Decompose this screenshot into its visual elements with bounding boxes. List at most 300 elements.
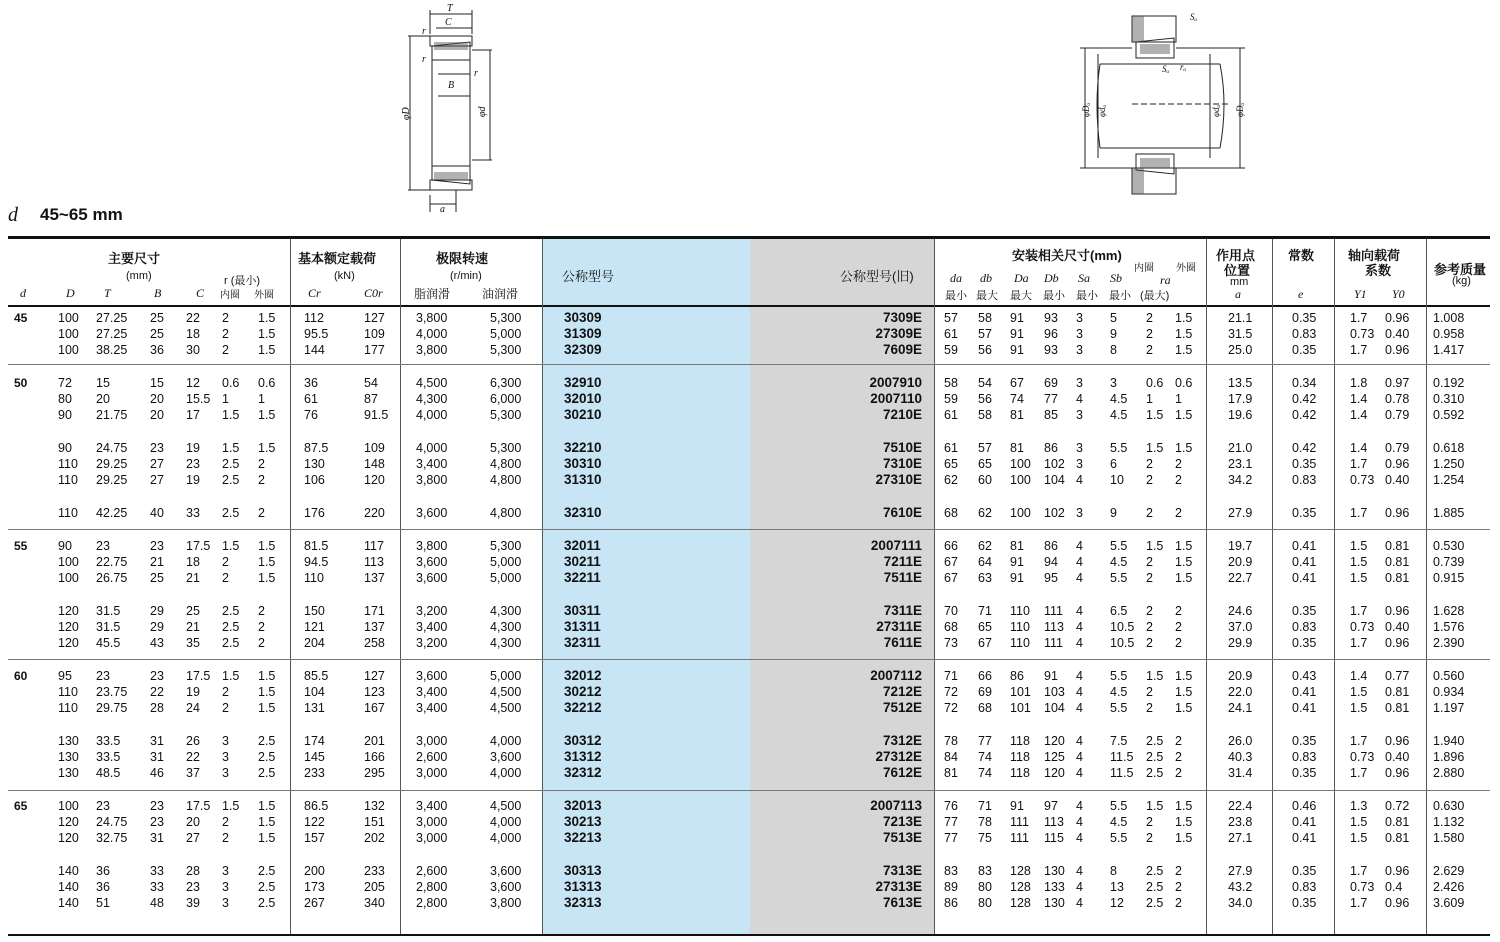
cell-rao: 1.5 (1175, 571, 1193, 585)
cell-kg: 1.008 (1433, 311, 1465, 325)
cell-oil: 4,500 (490, 685, 522, 699)
cell-ro: 2 (258, 604, 265, 618)
cell-oil: 5,000 (490, 669, 522, 683)
header-grease: 脂润滑 (414, 287, 451, 301)
cell-grease: 3,200 (416, 604, 448, 618)
header-nominal: 公称型号 (562, 269, 615, 284)
cell-nom: 30310 (564, 456, 602, 471)
cell-oil: 5,300 (490, 343, 522, 357)
cell-db: 83 (978, 864, 992, 878)
cell-rao: 1.5 (1175, 343, 1193, 357)
cell-Cr: 157 (304, 831, 325, 845)
cell-ri: 1.5 (222, 408, 240, 422)
dim-r-label: r (474, 68, 478, 79)
cell-kg: 1.417 (1433, 343, 1465, 357)
cell-db: 65 (978, 457, 992, 471)
cell-Da: 100 (1010, 457, 1031, 471)
cell-oil: 5,300 (490, 311, 522, 325)
cell-T: 23 (96, 799, 110, 813)
cell-Cr: 176 (304, 506, 325, 520)
cell-a: 27.1 (1228, 831, 1253, 845)
cell-T: 42.25 (96, 506, 128, 520)
cell-C0r: 151 (364, 815, 385, 829)
cell-e: 0.35 (1292, 636, 1317, 650)
dim-T-label: T (447, 3, 453, 14)
header-oil: 油润滑 (482, 287, 519, 301)
cell-nom: 32013 (564, 798, 602, 813)
cell-e: 0.35 (1292, 864, 1317, 878)
cell-e: 0.41 (1292, 571, 1317, 585)
cell-Y0: 0.96 (1385, 766, 1410, 780)
cell-db: 57 (978, 441, 992, 455)
dim-da-label: φdₐ (1097, 104, 1107, 117)
cell-C0r: 113 (364, 555, 384, 569)
cell-D: 100 (58, 311, 79, 325)
cell-old: 7612E (882, 765, 922, 780)
cell-B: 23 (150, 441, 164, 455)
cell-kg: 0.934 (1433, 685, 1465, 699)
cell-Sb: 11.5 (1110, 766, 1134, 780)
group-separator (8, 529, 1490, 530)
cell-Cr: 86.5 (304, 799, 329, 813)
header-nominal-old: 公称型号(旧) (840, 269, 914, 284)
cell-Sb: 5.5 (1110, 831, 1128, 845)
cell-Sa: 4 (1076, 604, 1083, 618)
cell-Y1: 1.5 (1350, 815, 1368, 829)
cell-e: 0.35 (1292, 896, 1317, 910)
cell-ro: 1.5 (258, 441, 276, 455)
cell-oil: 3,800 (490, 896, 522, 910)
cell-Y0: 0.81 (1385, 555, 1410, 569)
cell-grease: 4,000 (416, 408, 448, 422)
cell-Db: 113 (1044, 815, 1064, 829)
cell-C: 33 (186, 506, 200, 520)
cell-grease: 3,400 (416, 701, 448, 715)
cell-Sa: 3 (1076, 311, 1083, 325)
cell-oil: 5,300 (490, 408, 522, 422)
header-min: 最小 (1043, 290, 1065, 302)
cell-old: 7313E (882, 863, 922, 878)
cell-Db: 115 (1044, 831, 1064, 845)
dim-Da-label: φDₐ (1081, 102, 1091, 117)
cell-old: 27313E (875, 879, 922, 894)
cell-D: 140 (58, 864, 79, 878)
cell-ro: 2.5 (258, 880, 276, 894)
cell-Db: 86 (1044, 441, 1058, 455)
cell-ri: 3 (222, 896, 229, 910)
cell-nom: 32311 (564, 635, 601, 650)
cell-old: 27310E (875, 472, 922, 487)
cell-Y1: 1.5 (1350, 701, 1368, 715)
cell-e: 0.41 (1292, 685, 1317, 699)
header-r-min: r (最小) (224, 275, 261, 287)
cell-nom: 32313 (564, 895, 602, 910)
cell-Y0: 0.96 (1385, 311, 1410, 325)
cell-rao: 1.5 (1175, 555, 1193, 569)
cell-ro: 1.5 (258, 327, 276, 341)
cell-T: 24.75 (96, 441, 128, 455)
cell-Y1: 0.73 (1350, 473, 1375, 487)
cell-a: 26.0 (1228, 734, 1253, 748)
cell-rao: 1 (1175, 392, 1182, 406)
cell-B: 31 (150, 750, 164, 764)
cell-ro: 1.5 (258, 815, 276, 829)
cell-B: 40 (150, 506, 164, 520)
cell-oil: 5,300 (490, 441, 522, 455)
cell-Sb: 5.5 (1110, 701, 1128, 715)
cell-Sa: 4 (1076, 864, 1083, 878)
cell-grease: 3,000 (416, 831, 448, 845)
cell-rai: 2 (1146, 604, 1153, 618)
cell-db: 56 (978, 392, 992, 406)
cell-Db: 120 (1044, 734, 1065, 748)
cell-nom: 32011 (564, 538, 601, 553)
cell-rai: 2 (1146, 571, 1153, 585)
cell-B: 28 (150, 701, 164, 715)
header-bottom-rule (8, 305, 1490, 307)
cell-Da: 81 (1010, 408, 1024, 422)
cell-ro: 1.5 (258, 701, 276, 715)
cell-C: 18 (186, 327, 200, 341)
cell-ro: 1.5 (258, 571, 276, 585)
dim-ra-label: rₐ (1180, 62, 1187, 72)
cell-kg: 0.739 (1433, 555, 1465, 569)
cell-db: 67 (978, 636, 992, 650)
cell-Cr: 61 (304, 392, 318, 406)
cell-C: 39 (186, 896, 200, 910)
cell-C0r: 137 (364, 620, 385, 634)
dim-a-label: a (440, 204, 445, 215)
cell-da: 59 (944, 343, 958, 357)
cell-rao: 1.5 (1175, 815, 1193, 829)
cell-Y0: 0.96 (1385, 604, 1410, 618)
cell-grease: 4,000 (416, 441, 448, 455)
header-kN: (kN) (334, 270, 355, 282)
cell-Cr: 131 (304, 701, 325, 715)
dim-B-label: B (448, 80, 455, 91)
cell-Da: 111 (1010, 815, 1030, 829)
cell-oil: 4,300 (490, 604, 522, 618)
cell-kg: 1.628 (1433, 604, 1465, 618)
cell-ri: 2.5 (222, 457, 240, 471)
cell-C0r: 340 (364, 896, 385, 910)
cell-e: 0.42 (1292, 392, 1317, 406)
dim-db-label: φdₐ (1211, 104, 1221, 117)
cell-a: 40.3 (1228, 750, 1253, 764)
cell-Db: 104 (1044, 701, 1065, 715)
cell-nom: 32010 (564, 391, 602, 406)
cell-Y0: 0.72 (1385, 799, 1410, 813)
cell-B: 22 (150, 685, 164, 699)
cell-ri: 3 (222, 734, 229, 748)
cell-da: 77 (944, 815, 958, 829)
cell-db: 58 (978, 408, 992, 422)
cell-Sa: 4 (1076, 799, 1083, 813)
cell-Y0: 0.77 (1385, 669, 1410, 683)
cell-old: 7510E (882, 440, 922, 455)
cell-Cr: 130 (304, 457, 325, 471)
cell-Da: 110 (1010, 620, 1030, 634)
cell-Sa: 4 (1076, 473, 1083, 487)
cell-oil: 4,000 (490, 734, 522, 748)
cell-grease: 3,000 (416, 815, 448, 829)
cell-old: 7309E (882, 310, 922, 325)
cell-a: 31.5 (1228, 327, 1253, 341)
cell-Sa: 3 (1076, 376, 1083, 390)
header-e: e (1298, 287, 1304, 301)
dim-C-label: C (445, 17, 452, 28)
cell-Y0: 0.40 (1385, 750, 1410, 764)
cell-rai: 2 (1146, 327, 1153, 341)
cell-kg: 0.530 (1433, 539, 1465, 553)
cell-Cr: 112 (304, 311, 324, 325)
cell-T: 26.75 (96, 571, 128, 585)
cell-da: 58 (944, 376, 958, 390)
cell-kg: 2.629 (1433, 864, 1465, 878)
cell-C0r: 132 (364, 799, 385, 813)
col-divider (1426, 239, 1427, 934)
cell-a: 27.9 (1228, 506, 1253, 520)
cell-da: 78 (944, 734, 958, 748)
cell-a: 17.9 (1228, 392, 1253, 406)
cell-Db: 77 (1044, 392, 1058, 406)
header-inner: 内圈 (220, 290, 240, 301)
cell-T: 36 (96, 880, 110, 894)
cell-kg: 0.592 (1433, 408, 1465, 422)
cell-a: 27.9 (1228, 864, 1253, 878)
cell-kg: 1.576 (1433, 620, 1465, 634)
cell-a: 24.1 (1228, 701, 1253, 715)
cell-da: 86 (944, 896, 958, 910)
header-mass: 参考质量 (1434, 262, 1487, 277)
cell-old: 27311E (876, 619, 922, 634)
cell-Db: 93 (1044, 311, 1058, 325)
cell-rai: 2 (1146, 636, 1153, 650)
cell-Y0: 0.40 (1385, 327, 1410, 341)
cell-a: 37.0 (1228, 620, 1253, 634)
cell-rao: 1.5 (1175, 669, 1193, 683)
cell-nom: 30312 (564, 733, 602, 748)
cell-C: 23 (186, 457, 200, 471)
cell-C: 17.5 (186, 539, 211, 553)
col-divider (542, 239, 543, 934)
cell-grease: 3,600 (416, 571, 448, 585)
cell-C0r: 91.5 (364, 408, 389, 422)
cell-Da: 111 (1010, 831, 1030, 845)
cell-Y1: 1.7 (1350, 604, 1368, 618)
cell-db: 56 (978, 343, 992, 357)
cell-da: 61 (944, 441, 958, 455)
cell-C0r: 109 (364, 441, 385, 455)
cell-Sa: 3 (1076, 441, 1083, 455)
cell-Y0: 0.96 (1385, 896, 1410, 910)
cell-Da: 91 (1010, 555, 1024, 569)
cell-a: 31.4 (1228, 766, 1253, 780)
cell-rai: 2 (1146, 555, 1153, 569)
cell-Db: 111 (1044, 604, 1064, 618)
cell-C: 22 (186, 311, 200, 325)
cell-Sa: 3 (1076, 506, 1083, 520)
cell-e: 0.83 (1292, 473, 1317, 487)
header-C0r: C0r (364, 286, 383, 300)
cell-Cr: 85.5 (304, 669, 329, 683)
cell-C: 17.5 (186, 799, 211, 813)
cell-oil: 4,300 (490, 620, 522, 634)
cell-Cr: 76 (304, 408, 318, 422)
cell-Y1: 0.73 (1350, 327, 1375, 341)
cell-rai: 1 (1146, 392, 1153, 406)
cell-nom: 32310 (564, 505, 602, 520)
cell-Cr: 121 (304, 620, 325, 634)
cell-T: 38.25 (96, 343, 128, 357)
cell-Y1: 1.5 (1350, 571, 1368, 585)
cell-C: 19 (186, 473, 200, 487)
cell-a: 43.2 (1228, 880, 1253, 894)
cell-ri: 2.5 (222, 636, 240, 650)
cell-nom: 32211 (564, 570, 601, 585)
cell-D: 110 (58, 701, 78, 715)
cell-B: 46 (150, 766, 164, 780)
cell-Da: 101 (1010, 685, 1031, 699)
cell-grease: 2,600 (416, 864, 448, 878)
cell-Sb: 9 (1110, 327, 1117, 341)
cell-da: 61 (944, 408, 958, 422)
cell-Cr: 94.5 (304, 555, 329, 569)
cell-e: 0.34 (1292, 376, 1317, 390)
cell-rai: 2 (1146, 701, 1153, 715)
header-max: 最大 (976, 290, 998, 302)
header-d: d (20, 286, 26, 300)
cell-ri: 2 (222, 815, 229, 829)
cell-kg: 0.630 (1433, 799, 1465, 813)
cell-Sa: 4 (1076, 896, 1083, 910)
cell-Sa: 4 (1076, 620, 1083, 634)
col-divider (1272, 239, 1273, 934)
cell-Sb: 5.5 (1110, 799, 1128, 813)
cell-Sb: 10.5 (1110, 636, 1135, 650)
cell-D: 120 (58, 636, 79, 650)
cell-grease: 4,000 (416, 327, 448, 341)
cell-Y0: 0.79 (1385, 408, 1410, 422)
cell-rai: 1.5 (1146, 441, 1164, 455)
header-db: db (980, 271, 992, 285)
cell-C0r: 220 (364, 506, 385, 520)
col-divider (1206, 239, 1207, 934)
cell-B: 36 (150, 343, 164, 357)
cell-nom: 30213 (564, 814, 602, 829)
cell-rao: 2 (1175, 604, 1182, 618)
cell-kg: 0.958 (1433, 327, 1465, 341)
cell-db: 80 (978, 896, 992, 910)
cell-B: 29 (150, 620, 164, 634)
cell-T: 48.5 (96, 766, 121, 780)
cell-Db: 102 (1044, 506, 1065, 520)
cell-db: 57 (978, 327, 992, 341)
bearing-section-diagram (390, 0, 500, 215)
cell-B: 23 (150, 799, 164, 813)
header-min: 最小 (1109, 290, 1131, 302)
cell-Y1: 1.4 (1350, 408, 1368, 422)
cell-Y1: 1.3 (1350, 799, 1368, 813)
cell-B: 27 (150, 473, 164, 487)
cell-grease: 3,200 (416, 636, 448, 650)
header-Db: Db (1044, 271, 1059, 285)
col-divider (1334, 239, 1335, 934)
cell-rao: 2 (1175, 506, 1182, 520)
cell-Sb: 4.5 (1110, 408, 1128, 422)
cell-old: 7610E (882, 505, 922, 520)
cell-Db: 130 (1044, 896, 1065, 910)
cell-db: 78 (978, 815, 992, 829)
cell-da: 84 (944, 750, 958, 764)
header-constant: 常数 (1288, 248, 1315, 263)
cell-grease: 3,600 (416, 555, 448, 569)
cell-Cr: 144 (304, 343, 325, 357)
cell-grease: 3,400 (416, 620, 448, 634)
cell-ri: 3 (222, 864, 229, 878)
cell-Sb: 3 (1110, 376, 1117, 390)
cell-Da: 128 (1010, 896, 1031, 910)
cell-nom: 31309 (564, 326, 602, 341)
cell-T: 15 (96, 376, 110, 390)
cell-Y0: 0.96 (1385, 864, 1410, 878)
cell-B: 29 (150, 604, 164, 618)
cell-C0r: 167 (364, 701, 385, 715)
cell-C: 23 (186, 880, 200, 894)
cell-ri: 2 (222, 311, 229, 325)
cell-C: 21 (186, 571, 200, 585)
cell-rai: 2.5 (1146, 896, 1164, 910)
cell-db: 71 (978, 604, 992, 618)
cell-rai: 1.5 (1146, 799, 1164, 813)
cell-da: 68 (944, 620, 958, 634)
cell-ro: 1.5 (258, 831, 276, 845)
header-Y1: Y1 (1354, 287, 1367, 301)
header-main-dims: 主要尺寸 (108, 251, 161, 266)
cell-nom: 31310 (564, 472, 602, 487)
cell-T: 29.25 (96, 473, 128, 487)
cell-rai: 1.5 (1146, 669, 1164, 683)
cell-ri: 2 (222, 571, 229, 585)
cell-B: 48 (150, 896, 164, 910)
cell-Y1: 1.7 (1350, 311, 1368, 325)
cell-T: 51 (96, 896, 110, 910)
cell-D: 130 (58, 734, 79, 748)
cell-Sa: 4 (1076, 831, 1083, 845)
cell-D: 120 (58, 604, 79, 618)
cell-kg: 2.390 (1433, 636, 1465, 650)
cell-D: 90 (58, 441, 72, 455)
cell-Y0: 0.4 (1385, 880, 1403, 894)
cell-oil: 5,300 (490, 539, 522, 553)
cell-Sb: 8 (1110, 864, 1117, 878)
cell-a: 19.6 (1228, 408, 1253, 422)
cell-grease: 3,600 (416, 506, 448, 520)
dim-r-label: r (422, 26, 426, 37)
cell-ro: 2.5 (258, 766, 276, 780)
cell-nom: 32212 (564, 700, 602, 715)
cell-Da: 91 (1010, 343, 1024, 357)
cell-Sb: 5 (1110, 311, 1117, 325)
cell-Sa: 4 (1076, 555, 1083, 569)
cell-e: 0.46 (1292, 799, 1317, 813)
cell-Y1: 1.5 (1350, 685, 1368, 699)
cell-D: 130 (58, 766, 79, 780)
cell-D: 120 (58, 620, 79, 634)
cell-Y0: 0.96 (1385, 343, 1410, 357)
cell-a: 21.0 (1228, 441, 1253, 455)
cell-a: 22.4 (1228, 799, 1253, 813)
